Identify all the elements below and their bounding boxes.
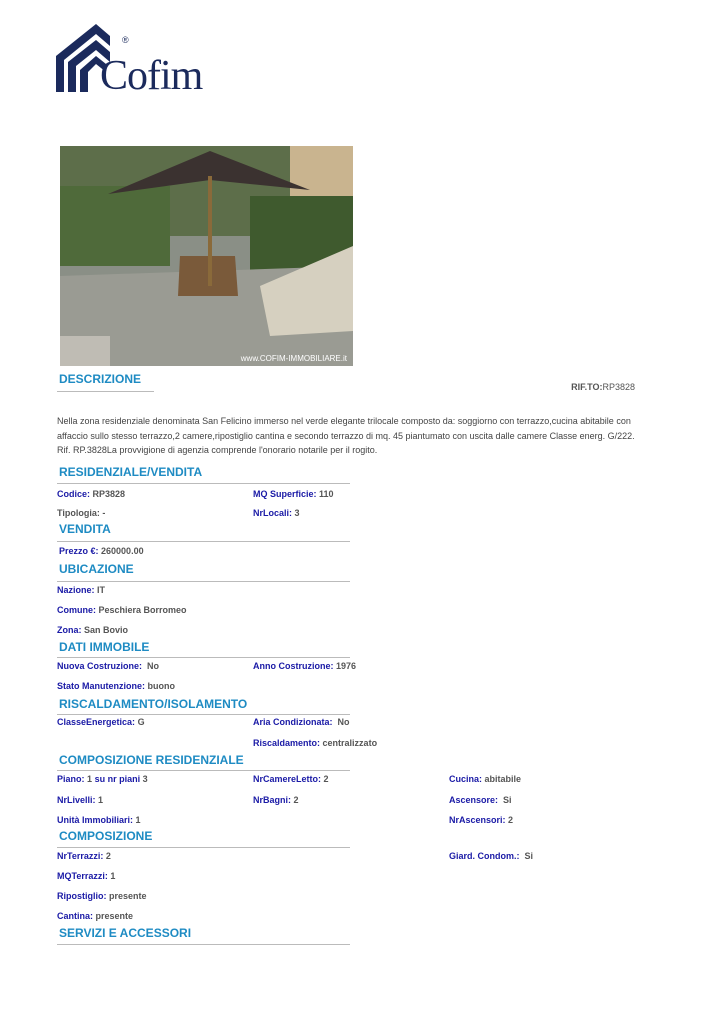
vendita-underline xyxy=(57,541,350,542)
stato-manutenzione-field: Stato Manutenzione: buono xyxy=(57,681,176,691)
nrterrazzi-field: NrTerrazzi: 2 xyxy=(57,851,111,861)
description-line: affaccio sullo stesso terrazzo,2 camere,ripostiglio cantina e secondo terrazzo di mq. 45 piantumato con uscita dalle camere Classe energ. G/222. xyxy=(57,430,635,441)
cofim-logo xyxy=(54,22,204,99)
composizione-residenziale-underline xyxy=(57,770,350,771)
ubicazione-underline xyxy=(57,581,350,582)
riscaldamento-title: RISCALDAMENTO/ISOLAMENTO xyxy=(59,697,248,711)
rif-label: RIF.TO: xyxy=(571,382,603,392)
dati-immobile-title: DATI IMMOBILE xyxy=(59,640,150,654)
nrcamereletto-field: NrCamereLetto: 2 xyxy=(253,774,329,784)
aria-condizionata-field: Aria Condizionata: No xyxy=(253,717,350,727)
zona-field: Zona: San Bovio xyxy=(57,625,129,635)
riscaldamento-field: Riscaldamento: centralizzato xyxy=(253,738,378,748)
mqterrazzi-field: MQTerrazzi: 1 xyxy=(57,871,116,881)
nrascensori-field: NrAscensori: 2 xyxy=(449,815,514,825)
ripostiglio-field: Ripostiglio: presente xyxy=(57,891,147,901)
unita-immobiliari-field: Unità Immobiliari: 1 xyxy=(57,815,141,825)
classe-energetica-field: ClasseEnergetica: G xyxy=(57,717,145,727)
description-line: Nella zona residenziale denominata San Felicino immerso nel verde elegante trilocale composto da: soggiorno con terrazzo,cucina abitabile con xyxy=(57,416,631,426)
servizi-underline xyxy=(57,944,350,945)
descrizione-underline xyxy=(57,391,154,392)
description-line: Rif. RP.3828La provvigione di agenzia comprende l'onorario notarile per il rogito. xyxy=(57,445,378,455)
nrlivelli-field: NrLivelli: 1 xyxy=(57,795,104,805)
servizi-title: SERVIZI E ACCESSORI xyxy=(59,926,192,940)
mq-superficie-field: MQ Superficie: 110 xyxy=(253,489,334,499)
vendita-title: VENDITA xyxy=(59,522,111,536)
riscaldamento-underline xyxy=(57,714,350,715)
descrizione-title: DESCRIZIONE xyxy=(59,372,142,386)
tipologia-field: Tipologia: - xyxy=(57,508,106,518)
prezzo-field: Prezzo €: 260000.00 xyxy=(59,546,144,556)
nazione-field: Nazione: IT xyxy=(57,585,106,595)
composizione-title: COMPOSIZIONE xyxy=(59,829,153,843)
nrbagni-field: NrBagni: 2 xyxy=(253,795,299,805)
registered-mark: ® xyxy=(122,35,129,45)
giard-condom-field: Giard. Condom.: Si xyxy=(449,851,534,861)
ubicazione-title: UBICAZIONE xyxy=(59,562,134,576)
codice-field: Codice: RP3828 xyxy=(57,489,126,499)
composizione-residenziale-title: COMPOSIZIONE RESIDENZIALE xyxy=(59,753,244,767)
residenziale-title: RESIDENZIALE/VENDITA xyxy=(59,465,203,479)
anno-costruzione-field: Anno Costruzione: 1976 xyxy=(253,661,357,671)
photo-watermark: www.COFIM-IMMOBILIARE.it xyxy=(240,354,347,363)
nuova-costruzione-field: Nuova Costruzione: No xyxy=(57,661,160,671)
cantina-field: Cantina: presente xyxy=(57,911,134,921)
comune-field: Comune: Peschiera Borromeo xyxy=(57,605,187,615)
cucina-field: Cucina: abitabile xyxy=(449,774,522,784)
nrlocali-field: NrLocali: 3 xyxy=(253,508,300,518)
description-text xyxy=(57,414,657,458)
property-photo xyxy=(60,146,353,366)
composizione-underline xyxy=(57,847,350,848)
dati-immobile-underline xyxy=(57,657,350,658)
ascensore-field: Ascensore: Si xyxy=(449,795,512,805)
rif-reference xyxy=(571,382,635,392)
rif-value: RP3828 xyxy=(602,382,635,392)
residenziale-underline xyxy=(57,483,350,484)
logo-wordmark: Cofim xyxy=(100,53,203,99)
piano-field: Piano: 1 su nr piani 3 xyxy=(57,774,148,784)
